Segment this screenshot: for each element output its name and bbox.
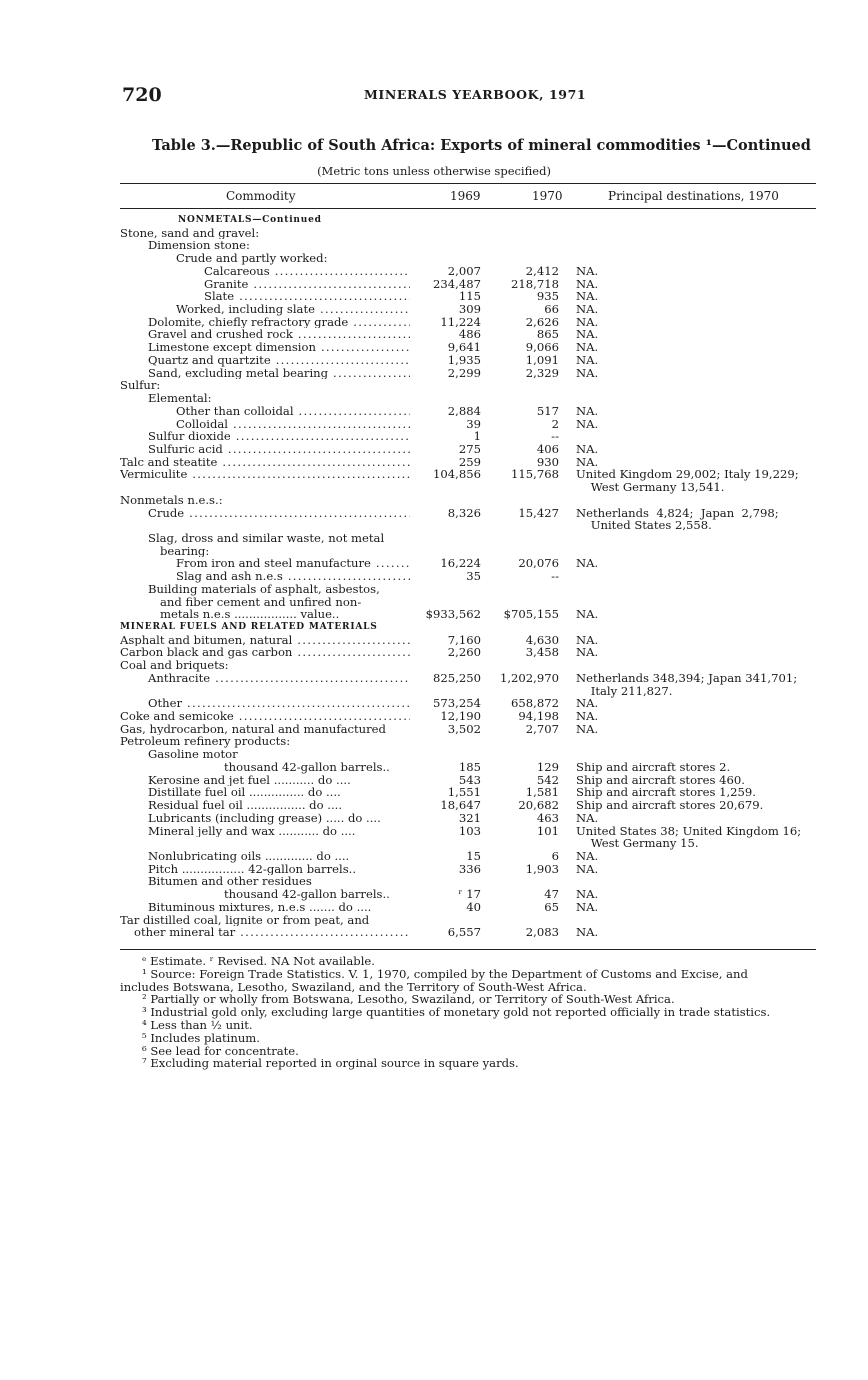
commodity-label: Bituminous mixtures, n.e.s ....... do .... bbox=[148, 900, 372, 914]
table-row bbox=[120, 481, 820, 494]
destination: NA. bbox=[576, 302, 599, 317]
value-1969: 3,502 bbox=[447, 721, 481, 736]
destination: NA. bbox=[576, 403, 599, 418]
commodity-label: Carbon black and gas carbon ..... bbox=[120, 646, 410, 659]
commodity-label: Colloidal ..... bbox=[120, 418, 410, 431]
value-1969: 2,299 bbox=[447, 365, 481, 380]
commodity-label: Asphalt and bitumen, natural ..... bbox=[120, 634, 410, 647]
table-row bbox=[120, 748, 820, 761]
value-1969: 18,647 bbox=[440, 798, 481, 813]
value-1969: 12,190 bbox=[440, 709, 481, 724]
table-row bbox=[120, 761, 820, 774]
value-1970: 3,458 bbox=[525, 645, 559, 660]
table-row bbox=[120, 926, 820, 939]
destination: Netherlands 4,824; Japan 2,798; bbox=[576, 505, 779, 520]
commodity-label: Stone, sand and gravel: bbox=[120, 226, 260, 240]
destination: NA. bbox=[576, 632, 599, 647]
commodity-label: thousand 42-gallon barrels.. bbox=[224, 888, 390, 901]
commodity-label: Sulfur: bbox=[120, 379, 161, 393]
commodity-label: Nonlubricating oils ............. do .... bbox=[148, 849, 350, 863]
commodity-label: Nonmetals n.e.s.: bbox=[120, 493, 223, 507]
table-row bbox=[120, 812, 820, 825]
commodity-label: Slag, dross and similar waste, not metal bbox=[148, 531, 385, 545]
commodity-label: Anthracite ..... bbox=[120, 672, 410, 685]
value-1969: 2,884 bbox=[447, 403, 481, 418]
table-row bbox=[120, 723, 820, 736]
value-1969: 321 bbox=[458, 810, 481, 825]
destination: NA. bbox=[576, 709, 599, 724]
table-row bbox=[120, 799, 820, 812]
commodity-label: Worked, including slate ..... bbox=[120, 303, 410, 316]
destination: NA. bbox=[576, 340, 599, 355]
commodity-label: Sulfuric acid ..... bbox=[120, 443, 410, 456]
header-top-rule bbox=[120, 183, 816, 184]
footnote-6: ⁶ See lead for concentrate. bbox=[142, 1043, 299, 1058]
value-1970: 47 bbox=[544, 887, 559, 902]
table-row bbox=[120, 239, 820, 252]
value-1970: -- bbox=[551, 569, 559, 584]
commodity-label: Talc and steatite ..... bbox=[120, 456, 410, 469]
commodity-label: Dolomite, chiefly refractory grade ..... bbox=[120, 316, 410, 329]
destination: NA. bbox=[576, 645, 599, 660]
value-1969: 39 bbox=[466, 416, 481, 431]
value-1970: 658,872 bbox=[511, 696, 559, 711]
value-1969: 309 bbox=[458, 302, 481, 317]
value-1970: 1,202,970 bbox=[499, 670, 559, 685]
destination: NA. bbox=[576, 861, 599, 876]
destination: West Germany 15. bbox=[576, 836, 699, 851]
commodity-label: Sulfur dioxide ..... bbox=[120, 430, 410, 443]
commodity-label: Building materials of asphalt, asbestos, bbox=[148, 582, 380, 596]
value-1969: 1 bbox=[473, 429, 481, 444]
footnote-3: ³ Industrial gold only, excluding large quantities of monetary gold not reported officially in trade statistics. bbox=[142, 1005, 771, 1020]
commodity-label: Crude and partly worked: bbox=[176, 252, 328, 265]
value-1969: 486 bbox=[458, 327, 481, 342]
running-head: MINERALS YEARBOOK, 1971 bbox=[364, 87, 587, 102]
table-row bbox=[120, 367, 820, 380]
footnote-7: ⁷ Excluding material reported in orginal source in square yards. bbox=[142, 1056, 519, 1071]
commodity-label: Elemental: bbox=[148, 392, 212, 405]
column-header-commodity: Commodity bbox=[226, 189, 296, 203]
value-1970: 101 bbox=[536, 823, 559, 838]
value-1969: 573,254 bbox=[433, 696, 481, 711]
value-1970: 517 bbox=[536, 403, 559, 418]
commodity-label: Sand, excluding metal bearing ..... bbox=[120, 367, 410, 380]
table-row bbox=[120, 418, 820, 431]
table-row bbox=[120, 252, 820, 265]
commodity-label: Crude ..... bbox=[120, 507, 410, 520]
value-1970: -- bbox=[551, 429, 559, 444]
destination: West Germany 13,541. bbox=[576, 480, 725, 495]
table-row bbox=[120, 532, 820, 545]
destination: NA. bbox=[576, 441, 599, 456]
table-row bbox=[120, 888, 820, 901]
destination: NA. bbox=[576, 696, 599, 711]
value-1969: 16,224 bbox=[440, 556, 481, 571]
destination: NA. bbox=[576, 454, 599, 469]
table-row bbox=[120, 303, 820, 316]
commodity-label: Coke and semicoke ..... bbox=[120, 710, 410, 723]
commodity-label: Petroleum refinery products: bbox=[120, 735, 291, 749]
table-row bbox=[120, 392, 820, 405]
value-1970: 4,630 bbox=[525, 632, 559, 647]
value-1970: 2 bbox=[551, 416, 559, 431]
commodity-label: bearing: bbox=[160, 544, 210, 558]
commodity-label: Other than colloidal ..... bbox=[120, 405, 410, 418]
table-row bbox=[120, 507, 820, 520]
value-1969: 7,160 bbox=[447, 632, 481, 647]
value-1970: 930 bbox=[536, 454, 559, 469]
value-1969: 825,250 bbox=[433, 670, 481, 685]
destination: NA. bbox=[576, 887, 599, 902]
commodity-label: Coal and briquets: bbox=[120, 659, 229, 672]
table-subtitle: (Metric tons unless otherwise specified) bbox=[317, 164, 551, 178]
value-1970: $705,155 bbox=[503, 607, 559, 622]
destination: NA. bbox=[576, 925, 599, 940]
destination: NA. bbox=[576, 365, 599, 380]
value-1970: 935 bbox=[536, 289, 559, 304]
commodity-label: Mineral jelly and wax ........... do .... bbox=[148, 824, 356, 838]
value-1969: 185 bbox=[458, 759, 481, 774]
table-row bbox=[120, 379, 820, 392]
commodity-label: Granite ..... bbox=[120, 278, 410, 291]
destination: United States 38; United Kingdom 16; bbox=[576, 823, 802, 838]
commodity-label: Limestone except dimension ..... bbox=[120, 341, 410, 354]
commodity-label: Slate ..... bbox=[120, 290, 410, 303]
footnote-5: ⁵ Includes platinum. bbox=[142, 1030, 260, 1045]
destination: NA. bbox=[576, 416, 599, 431]
commodity-label: NONMETALS—Continued bbox=[178, 215, 322, 225]
destination: Italy 211,827. bbox=[576, 683, 673, 698]
value-1970: 115,768 bbox=[511, 467, 559, 482]
value-1970: 66 bbox=[544, 302, 559, 317]
table-row bbox=[120, 583, 820, 596]
value-1969: 6,557 bbox=[447, 925, 481, 940]
value-1969: 15 bbox=[466, 848, 481, 863]
commodity-label: Other ..... bbox=[120, 697, 410, 710]
commodity-label: Vermiculite ..... bbox=[120, 468, 410, 481]
commodity-label: From iron and steel manufacture ..... bbox=[120, 557, 410, 570]
commodity-label: Gravel and crushed rock ..... bbox=[120, 328, 410, 341]
destination: Ship and aircraft stores 20,679. bbox=[576, 798, 764, 813]
section-heading-row bbox=[120, 621, 820, 634]
commodity-label: Gasoline motor bbox=[148, 748, 238, 761]
commodity-label: Dimension stone: bbox=[148, 239, 250, 253]
value-1969: 275 bbox=[458, 441, 481, 456]
table-row bbox=[120, 863, 820, 876]
table-row bbox=[120, 735, 820, 748]
value-1970: 2,329 bbox=[525, 365, 559, 380]
value-1970: 406 bbox=[536, 441, 559, 456]
table-row bbox=[120, 341, 820, 354]
destination: NA. bbox=[576, 810, 599, 825]
value-1970: 129 bbox=[536, 759, 559, 774]
value-1969: ʳ 17 bbox=[458, 887, 481, 902]
value-1969: 336 bbox=[458, 861, 481, 876]
table-title: Table 3.—Republic of South Africa: Exports of mineral commodities ¹—Continued bbox=[152, 137, 811, 154]
header-bottom-rule bbox=[120, 208, 816, 209]
table-row bbox=[120, 608, 820, 621]
destination: NA. bbox=[576, 314, 599, 329]
commodity-label: Pitch ................. 42-gallon barrels.. bbox=[148, 862, 357, 876]
value-1970: 20,076 bbox=[518, 556, 559, 571]
value-1969: 8,326 bbox=[447, 505, 481, 520]
value-1969: 9,641 bbox=[447, 340, 481, 355]
destination: Ship and aircraft stores 1,259. bbox=[576, 785, 756, 800]
destination: NA. bbox=[576, 327, 599, 342]
table-row bbox=[120, 570, 820, 583]
table-body bbox=[120, 214, 820, 939]
commodity-label: Quartz and quartzite ..... bbox=[120, 354, 410, 367]
destination: NA. bbox=[576, 607, 599, 622]
commodity-label: Lubricants (including grease) ..... do .... bbox=[148, 811, 381, 825]
destination: United Kingdom 29,002; Italy 19,229; bbox=[576, 467, 799, 482]
destination: NA. bbox=[576, 899, 599, 914]
footnote-1-continued: includes Botswana, Lesotho, Swaziland, and the Territory of South-West Africa. bbox=[120, 979, 587, 994]
commodity-label: MINERAL FUELS AND RELATED MATERIALS bbox=[120, 622, 378, 632]
destination: United States 2,558. bbox=[576, 518, 712, 533]
table-row bbox=[120, 672, 820, 685]
commodity-label: Residual fuel oil ................ do .... bbox=[148, 799, 343, 812]
table-row bbox=[120, 354, 820, 367]
destination: Netherlands 348,394; Japan 341,701; bbox=[576, 670, 798, 685]
commodity-label: Gas, hydrocarbon, natural and manufactured bbox=[120, 722, 386, 736]
commodity-label: metals n.e.s ................. value.. bbox=[160, 608, 340, 621]
column-header-1970: 1970 bbox=[532, 189, 563, 203]
value-1970: 865 bbox=[536, 327, 559, 342]
destination: NA. bbox=[576, 848, 599, 863]
value-1970: 1,091 bbox=[525, 352, 559, 367]
destination: Ship and aircraft stores 460. bbox=[576, 772, 745, 787]
footnote-1: ¹ Source: Foreign Trade Statistics. V. 1, 1970, compiled by the Department of Customs and Excise, and bbox=[142, 966, 748, 981]
value-1970: 94,198 bbox=[518, 709, 559, 724]
table-bottom-rule bbox=[120, 949, 816, 950]
destination: NA. bbox=[576, 263, 599, 278]
value-1969: 115 bbox=[458, 289, 481, 304]
commodity-label: Distillate fuel oil ............... do .... bbox=[148, 786, 341, 800]
column-header-destinations: Principal destinations, 1970 bbox=[608, 189, 779, 203]
value-1970: 65 bbox=[544, 899, 559, 914]
destination: NA. bbox=[576, 721, 599, 736]
value-1970: 9,066 bbox=[525, 340, 559, 355]
table-row bbox=[120, 443, 820, 456]
table-row bbox=[120, 825, 820, 838]
value-1970: 6 bbox=[551, 848, 559, 863]
commodity-label: other mineral tar ..... bbox=[120, 926, 410, 939]
table-row bbox=[120, 850, 820, 863]
table-row bbox=[120, 646, 820, 659]
destination: NA. bbox=[576, 276, 599, 291]
commodity-label: Calcareous ..... bbox=[120, 265, 410, 278]
value-1970: 1,903 bbox=[525, 861, 559, 876]
footnote-legend: ᵉ Estimate. ʳ Revised. NA Not available. bbox=[142, 954, 375, 968]
value-1969: 1,935 bbox=[447, 352, 481, 367]
value-1970: 463 bbox=[536, 810, 559, 825]
section-heading-row bbox=[120, 214, 820, 227]
value-1969: 234,487 bbox=[433, 276, 481, 291]
column-header-1969: 1969 bbox=[450, 189, 481, 203]
value-1969: 40 bbox=[466, 899, 481, 914]
value-1969: $933,562 bbox=[425, 607, 481, 622]
value-1970: 2,412 bbox=[525, 263, 559, 278]
table-row bbox=[120, 494, 820, 507]
value-1970: 20,682 bbox=[518, 798, 559, 813]
commodity-label: Slag and ash n.e.s ..... bbox=[120, 570, 410, 583]
commodity-label: Bitumen and other residues bbox=[148, 875, 312, 889]
page-number: 720 bbox=[122, 84, 162, 106]
value-1970: 2,626 bbox=[525, 314, 559, 329]
value-1970: 15,427 bbox=[518, 505, 559, 520]
destination: NA. bbox=[576, 352, 599, 367]
commodity-label: Tar distilled coal, lignite or from peat, and bbox=[120, 913, 370, 927]
table-row bbox=[120, 901, 820, 914]
footnote-4: ⁴ Less than ½ unit. bbox=[142, 1017, 253, 1032]
value-1970: 1,581 bbox=[525, 785, 559, 800]
destination: Ship and aircraft stores 2. bbox=[576, 759, 731, 774]
table-row bbox=[120, 265, 820, 278]
footnotes bbox=[120, 955, 820, 1070]
table-row bbox=[120, 710, 820, 723]
table-row bbox=[120, 519, 820, 532]
value-1969: 543 bbox=[458, 772, 481, 787]
value-1969: 2,007 bbox=[447, 263, 481, 278]
value-1969: 103 bbox=[458, 823, 481, 838]
value-1969: 2,260 bbox=[447, 645, 481, 660]
table-row bbox=[120, 227, 820, 240]
value-1970: 218,718 bbox=[511, 276, 559, 291]
value-1969: 11,224 bbox=[440, 314, 481, 329]
destination: NA. bbox=[576, 556, 599, 571]
value-1970: 2,707 bbox=[525, 721, 559, 736]
value-1969: 104,856 bbox=[433, 467, 481, 482]
value-1969: 259 bbox=[458, 454, 481, 469]
destination: NA. bbox=[576, 289, 599, 304]
value-1969: 1,551 bbox=[447, 785, 481, 800]
value-1969: 35 bbox=[466, 569, 481, 584]
footnote-2: ² Partially or wholly from Botswana, Lesotho, Swaziland, or Territory of South-West Africa. bbox=[142, 992, 675, 1007]
commodity-label: and fiber cement and unfired non- bbox=[160, 595, 362, 609]
table-row bbox=[120, 659, 820, 672]
commodity-label: Kerosine and jet fuel ........... do .... bbox=[148, 773, 351, 787]
commodity-label: thousand 42-gallon barrels.. bbox=[224, 760, 390, 774]
value-1970: 2,083 bbox=[525, 925, 559, 940]
value-1970: 542 bbox=[536, 772, 559, 787]
table-row bbox=[120, 405, 820, 418]
